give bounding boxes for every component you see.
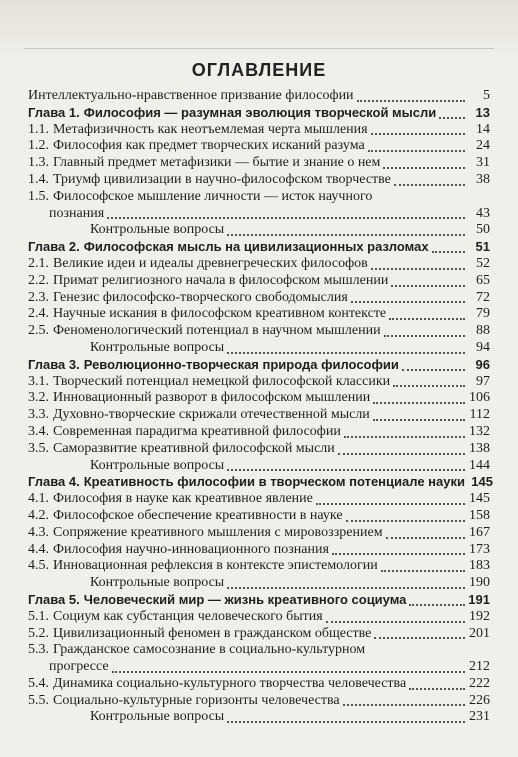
toc-chapter[interactable] — [28, 357, 490, 374]
toc-chapter[interactable] — [28, 474, 493, 491]
toc-entry-number: 1.2. — [28, 138, 49, 154]
toc-entry-page: 50 — [476, 222, 490, 238]
leader-dots — [389, 317, 465, 320]
toc-entry-page: 38 — [476, 171, 490, 187]
toc-entry-page: 43 — [476, 205, 490, 221]
toc-entry-number: 4.1. — [28, 491, 49, 507]
toc-entry[interactable] — [28, 306, 490, 323]
leader-dots — [326, 620, 465, 623]
toc-entry-title: Научные искания в философском креативном контексте — [53, 306, 387, 322]
page-title: ОГЛАВЛЕНИЕ — [191, 60, 327, 80]
leader-dots — [227, 586, 465, 589]
toc-entry-page: 13 — [475, 104, 490, 120]
toc-entry[interactable] — [28, 508, 490, 525]
leader-dots — [227, 351, 465, 354]
toc-entry-title: Контрольные вопросы — [90, 457, 225, 473]
toc-entry[interactable] — [28, 256, 490, 273]
toc-entry-title: Динамика социально-культурного творчества человечества — [53, 675, 407, 691]
toc-entry[interactable] — [28, 693, 490, 710]
toc-entry-title: Духовно-творческие скрижали отечественной мысли — [53, 407, 370, 423]
toc-entry-number: 2.3. — [28, 289, 49, 305]
toc-entry-title-continued: познания — [49, 205, 105, 221]
toc-entry-page: 231 — [469, 709, 490, 725]
toc-entry-title: Креативность философии в творческом потенциале науки — [83, 474, 465, 490]
toc-entry-page: 226 — [469, 692, 490, 708]
leader-dots — [391, 284, 465, 287]
toc-entry-title: Философское мышление личности — исток научного — [53, 188, 373, 204]
toc-entry-page: 145 — [471, 474, 493, 490]
toc-entry[interactable] — [28, 525, 490, 542]
toc-entry-number: 2.2. — [28, 272, 49, 288]
toc-entry[interactable] — [28, 374, 490, 391]
toc-entry-title: Цивилизационный феномен в гражданском обществе — [53, 625, 372, 641]
table-of-contents — [28, 88, 493, 726]
leader-dots — [112, 670, 465, 673]
toc-entry-title: Философия научно-инновационного познания — [53, 541, 329, 557]
toc-entry-page: 191 — [468, 591, 490, 607]
toc-entry-page: 51 — [475, 239, 490, 255]
toc-entry[interactable] — [28, 88, 490, 105]
toc-entry-title: Революционно-творческая природа философии — [83, 356, 399, 372]
toc-entry-page: 201 — [469, 625, 490, 641]
toc-entry-number: 5.3. — [28, 642, 49, 658]
toc-entry-number: 4.2. — [28, 507, 49, 523]
toc-entry-continuation[interactable] — [28, 206, 490, 223]
toc-entry-title: Контрольные вопросы — [90, 709, 225, 725]
toc-entry-title: Главный предмет метафизики — бытие и знание о нем — [53, 155, 381, 171]
toc-entry[interactable] — [28, 626, 490, 643]
leader-dots — [374, 636, 465, 639]
toc-entry[interactable] — [28, 138, 490, 155]
toc-entry-number: 2.5. — [28, 323, 49, 339]
leader-dots — [346, 519, 465, 522]
toc-entry-number: 1.5. — [28, 188, 49, 204]
toc-entry-title: Контрольные вопросы — [90, 222, 225, 238]
leader-dots — [368, 149, 465, 152]
toc-entry-number: 3.2. — [28, 390, 49, 406]
toc-entry[interactable] — [28, 172, 490, 189]
toc-questions[interactable] — [28, 709, 490, 726]
leader-dots — [332, 552, 465, 555]
toc-chapter[interactable] — [28, 105, 490, 122]
toc-entry-title-continued: прогрессе — [49, 659, 109, 675]
leader-dots — [227, 233, 465, 236]
toc-entry-number: 3.5. — [28, 440, 49, 456]
toc-entry-page: 5 — [483, 88, 490, 103]
leader-dots — [381, 569, 465, 572]
toc-entry-title: Саморазвитие креативной философской мысли — [53, 440, 335, 456]
toc-entry-title: Творческий потенциал немецкой философской классики — [53, 373, 391, 389]
leader-dots — [351, 300, 465, 303]
toc-questions[interactable] — [28, 222, 490, 239]
toc-entry-page: 112 — [469, 407, 490, 423]
leader-dots — [373, 401, 465, 404]
leader-dots — [386, 536, 465, 539]
toc-entry-number: 5.5. — [28, 692, 49, 708]
toc-entry-page: 138 — [469, 440, 490, 456]
toc-entry[interactable] — [28, 609, 490, 626]
leader-dots — [338, 452, 465, 455]
toc-entry-number: 4.4. — [28, 541, 49, 557]
toc-entry-number: Глава 1. — [28, 104, 80, 120]
toc-entry-title: Философия в науке как креативное явление — [53, 491, 313, 507]
toc-entry-number: 4.5. — [28, 558, 49, 574]
toc-entry-title: Генезис философско-творческого свободомыслия — [53, 289, 348, 305]
toc-entry-title: Интеллектуально-нравственное призвание философии — [28, 88, 354, 103]
toc-entry[interactable] — [28, 424, 490, 441]
toc-entry-title: Современная парадигма креативной философии — [53, 423, 341, 439]
toc-entry[interactable] — [28, 122, 490, 139]
leader-dots — [357, 99, 465, 102]
toc-entry-page: 88 — [476, 323, 490, 339]
toc-entry-number: 1.3. — [28, 155, 49, 171]
toc-entry-title: Философское обеспечение креативности в науке — [53, 507, 343, 523]
leader-dots — [409, 687, 465, 690]
toc-entry-number: 1.1. — [28, 121, 49, 137]
leader-dots — [394, 183, 465, 186]
toc-entry-page: 106 — [469, 390, 490, 406]
toc-entry-page: 145 — [469, 491, 490, 507]
toc-entry-page: 132 — [469, 423, 490, 439]
toc-entry-page: 158 — [469, 507, 490, 523]
toc-entry-title: Контрольные вопросы — [90, 339, 225, 355]
toc-entry-title: Контрольные вопросы — [90, 575, 225, 591]
toc-entry[interactable] — [28, 676, 490, 693]
leader-dots — [371, 267, 465, 270]
toc-chapter[interactable] — [28, 592, 490, 609]
toc-entry-number: Глава 4. — [28, 474, 80, 490]
toc-questions[interactable] — [28, 458, 490, 475]
leader-dots — [409, 603, 465, 606]
toc-chapter[interactable] — [28, 239, 490, 256]
toc-entry-number: 5.2. — [28, 625, 49, 641]
toc-entry-page: 144 — [469, 457, 490, 473]
toc-entry[interactable] — [28, 273, 490, 290]
toc-entry-title: Социально-культурные горизонты человечества — [53, 692, 340, 708]
toc-entry[interactable] — [28, 441, 490, 458]
toc-entry-page: 183 — [469, 558, 490, 574]
toc-entry-page: 79 — [476, 306, 490, 322]
toc-entry-title: Философия — разумная эволюция творческой мысли — [83, 104, 437, 120]
toc-entry[interactable] — [28, 558, 490, 575]
toc-questions[interactable] — [28, 575, 490, 592]
leader-dots — [383, 166, 465, 169]
previous-page-bleed — [0, 0, 518, 52]
toc-entry[interactable] — [28, 390, 490, 407]
toc-entry-title: Философия как предмет творческих исканий разума — [53, 138, 365, 154]
leader-dots — [316, 502, 465, 505]
toc-entry[interactable] — [28, 491, 490, 508]
toc-entry-title: Инновационный разворот в философском мышлении — [53, 390, 371, 406]
leader-dots — [432, 250, 465, 253]
toc-entry-title: Великие идеи и идеалы древнегреческих философов — [53, 255, 368, 271]
header-rule — [24, 48, 494, 49]
toc-entry[interactable] — [28, 642, 490, 659]
toc-entry-number: Глава 3. — [28, 356, 80, 372]
toc-entry-number: 5.1. — [28, 608, 49, 624]
toc-entry[interactable] — [28, 189, 490, 206]
leader-dots — [227, 468, 465, 471]
leader-dots — [439, 116, 465, 119]
toc-entry-title: Гражданское самосознание в социально-культурном — [53, 642, 366, 658]
toc-entry-title: Феноменологический потенциал в научном мышлении — [53, 323, 381, 339]
toc-entry-page: 94 — [476, 339, 490, 355]
toc-entry-page: 222 — [469, 675, 490, 691]
toc-entry-title: Метафизичность как неотъемлемая черта мышления — [53, 121, 368, 137]
toc-entry-page: 167 — [469, 524, 490, 540]
toc-entry-continuation[interactable] — [28, 659, 490, 676]
toc-entry-page: 52 — [476, 255, 490, 271]
toc-entry[interactable] — [28, 290, 490, 307]
toc-entry-number: 4.3. — [28, 524, 49, 540]
toc-entry-number: 3.4. — [28, 423, 49, 439]
toc-entry-title: Примат религиозного начала в философском мышлении — [53, 272, 389, 288]
leader-dots — [343, 703, 465, 706]
toc-entry-number: 2.1. — [28, 255, 49, 271]
leader-dots — [384, 334, 465, 337]
toc-entry-number: 5.4. — [28, 675, 49, 691]
toc-entry[interactable] — [28, 542, 490, 559]
toc-entry-page: 24 — [476, 138, 490, 154]
leader-dots — [371, 132, 465, 135]
toc-entry-title: Сопряжение креативного мышления с мировоззрением — [53, 524, 383, 540]
toc-entry[interactable] — [28, 323, 490, 340]
toc-entry-title: Инновационная рефлексия в контексте эпистемологии — [53, 558, 378, 574]
leader-dots — [344, 435, 465, 438]
toc-questions[interactable] — [28, 340, 490, 357]
toc-entry-page: 14 — [476, 121, 490, 137]
toc-entry-page: 31 — [476, 155, 490, 171]
toc-entry-title: Человеческий мир — жизнь креативного социума — [83, 591, 407, 607]
toc-entry-number: 3.3. — [28, 407, 49, 423]
toc-entry[interactable] — [28, 155, 490, 172]
toc-entry-page: 192 — [469, 608, 490, 624]
toc-entry-page: 96 — [475, 356, 490, 372]
toc-entry-page: 72 — [476, 289, 490, 305]
toc-entry-number: Глава 2. — [28, 239, 80, 255]
toc-entry-number: 2.4. — [28, 306, 49, 322]
toc-entry-title: Философская мысль на цивилизационных разломах — [83, 239, 429, 255]
leader-dots — [393, 384, 465, 387]
toc-entry-number: Глава 5. — [28, 591, 80, 607]
leader-dots — [402, 368, 465, 371]
toc-entry-number: 1.4. — [28, 171, 49, 187]
leader-dots — [373, 418, 465, 421]
toc-entry-number: 3.1. — [28, 373, 49, 389]
leader-dots — [227, 720, 465, 723]
leader-dots — [107, 216, 465, 219]
toc-entry-title: Социум как субстанция человеческого бытия — [53, 608, 323, 624]
toc-entry-page: 190 — [469, 575, 490, 591]
toc-entry-page: 212 — [469, 659, 490, 675]
toc-entry-page: 173 — [469, 541, 490, 557]
toc-entry-page: 97 — [476, 373, 490, 389]
toc-entry[interactable] — [28, 407, 490, 424]
toc-entry-page: 65 — [476, 272, 490, 288]
toc-entry-title: Триумф цивилизации в научно-философском творчестве — [53, 171, 391, 187]
